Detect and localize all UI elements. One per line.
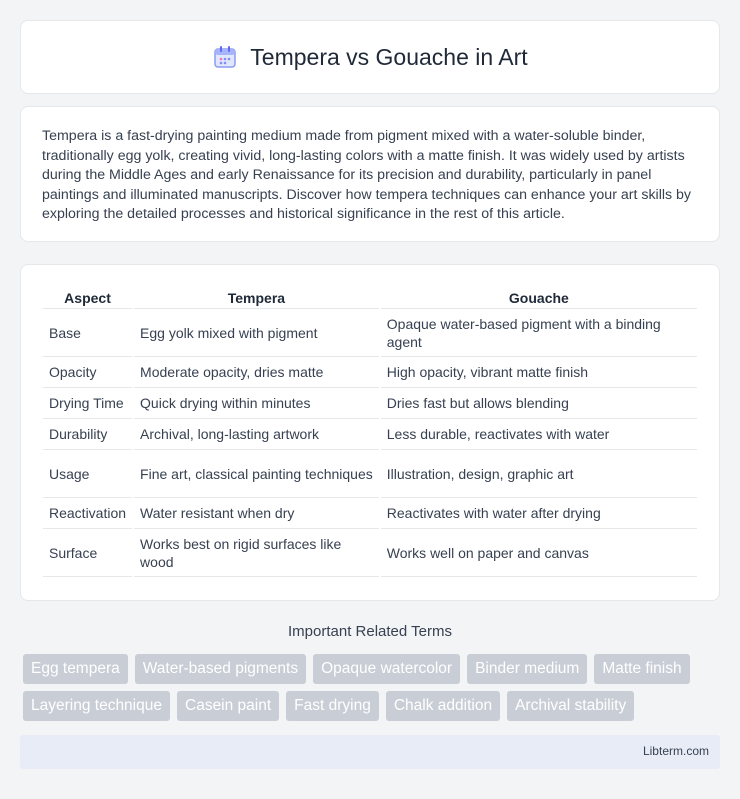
table-cell: Base bbox=[43, 309, 132, 357]
table-cell: High opacity, vibrant matte finish bbox=[381, 357, 697, 388]
table-header-tempera: Tempera bbox=[134, 287, 379, 309]
table-cell: Illustration, design, graphic art bbox=[381, 450, 697, 498]
tag-egg-tempera[interactable]: Egg tempera bbox=[23, 654, 128, 684]
table-row bbox=[43, 357, 697, 388]
tag-archival-stability[interactable]: Archival stability bbox=[507, 691, 634, 721]
comparison-table bbox=[41, 287, 699, 577]
table-cell: Moderate opacity, dries matte bbox=[134, 357, 379, 388]
table-cell: Works well on paper and canvas bbox=[381, 529, 697, 577]
table-cell: Dries fast but allows blending bbox=[381, 388, 697, 419]
footer-brand-link[interactable]: Libterm.com bbox=[642, 744, 709, 758]
table-row bbox=[43, 529, 697, 577]
tag-fast-drying[interactable]: Fast drying bbox=[286, 691, 379, 721]
tag-opaque-watercolor[interactable]: Opaque watercolor bbox=[313, 654, 460, 684]
related-terms-list bbox=[23, 654, 723, 728]
tag-binder-medium[interactable]: Binder medium bbox=[467, 654, 587, 684]
intro-card bbox=[20, 106, 720, 242]
tag-chalk-addition[interactable]: Chalk addition bbox=[386, 691, 500, 721]
tag-water-based-pigments[interactable]: Water-based pigments bbox=[135, 654, 306, 684]
table-row bbox=[43, 419, 697, 450]
table-cell: Durability bbox=[43, 419, 132, 450]
table-cell: Works best on rigid surfaces like wood bbox=[134, 529, 379, 577]
table-cell: Egg yolk mixed with pigment bbox=[134, 309, 379, 357]
tag-casein-paint[interactable]: Casein paint bbox=[177, 691, 279, 721]
header-card bbox=[20, 20, 720, 94]
footer bbox=[20, 735, 720, 769]
table-header-aspect: Aspect bbox=[43, 287, 132, 309]
table-cell: Opacity bbox=[43, 357, 132, 388]
table-cell: Water resistant when dry bbox=[134, 498, 379, 529]
page-title: Tempera vs Gouache in Art bbox=[250, 43, 528, 70]
calendar-icon bbox=[212, 44, 238, 70]
tag-row bbox=[23, 691, 723, 721]
table-cell: Less durable, reactivates with water bbox=[381, 419, 697, 450]
table-cell: Drying Time bbox=[43, 388, 132, 419]
tag-layering-technique[interactable]: Layering technique bbox=[23, 691, 170, 721]
table-cell: Reactivation bbox=[43, 498, 132, 529]
table-row bbox=[43, 309, 697, 357]
table-row bbox=[43, 388, 697, 419]
table-cell: Fine art, classical painting techniques bbox=[134, 450, 379, 498]
tag-matte-finish[interactable]: Matte finish bbox=[594, 654, 689, 684]
table-cell: Opaque water-based pigment with a binding agent bbox=[381, 309, 697, 357]
table-cell: Usage bbox=[43, 450, 132, 498]
comparison-table-card bbox=[20, 264, 720, 601]
table-row bbox=[43, 498, 697, 529]
tag-row bbox=[23, 654, 723, 684]
table-cell: Quick drying within minutes bbox=[134, 388, 379, 419]
intro-paragraph: Tempera is a fast-drying painting medium made from pigment mixed with a water-soluble binder, traditionally egg yolk, creating vivid, long-lasting colors with a matte finish. It was widely used by artists during the Middle Ages and early Renaissance for its precision and durability, particularly in panel paintings and illuminated manuscripts. Discover how tempera techniques can enhance your art skills by exploring the detailed processes and historical significance in the rest of this article. bbox=[42, 128, 692, 222]
table-cell: Surface bbox=[43, 529, 132, 577]
table-cell: Reactivates with water after drying bbox=[381, 498, 697, 529]
table-cell: Archival, long-lasting artwork bbox=[134, 419, 379, 450]
table-header-gouache: Gouache bbox=[381, 287, 697, 309]
table-row bbox=[43, 450, 697, 498]
related-terms-title: Important Related Terms bbox=[288, 623, 452, 640]
